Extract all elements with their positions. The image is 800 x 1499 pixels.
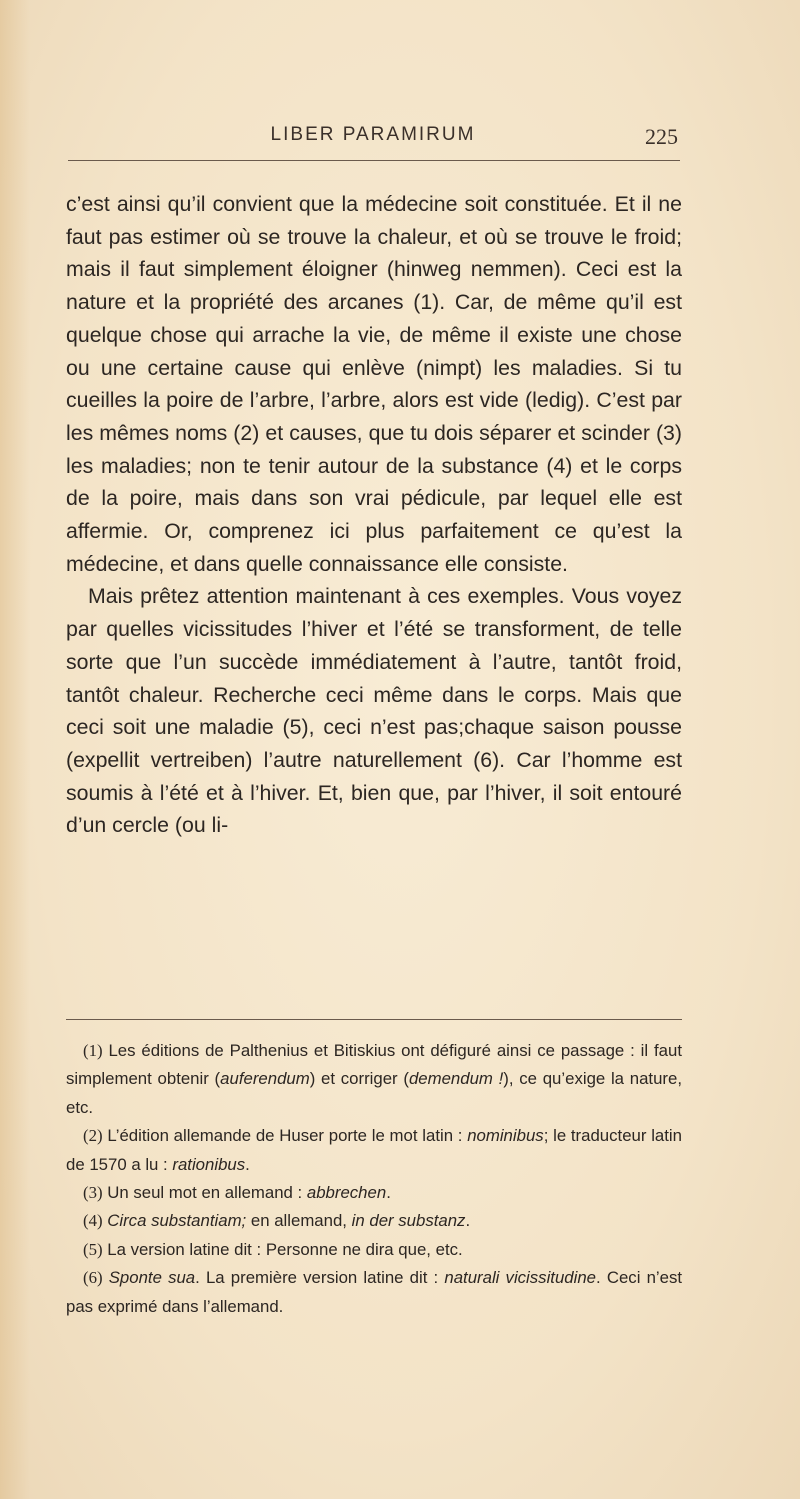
footnote xyxy=(66,1122,682,1179)
footnote xyxy=(66,1037,682,1122)
footnote-text: Les éditions de Palthenius et Bitiskius ont défiguré ainsi ce passage : il faut simplement obtenir ( xyxy=(66,1041,682,1089)
footnote-italic-text: demendum ! xyxy=(408,1069,504,1089)
paragraph: Mais prêtez attention maintenant à ces exemples. Vous voyez par quelles vicissitudes l’hiver et l’été se transforment, de telle sorte que l’un succède immédiatement à l’autre, tantôt froid, tantôt chaleur. Recherche ceci même dans le corps. Mais que ceci soit une maladie (5), ceci n’est pas;chaque saison pousse (expellit vertreiben) l’autre naturellement (6). Car l’homme est soumis à l’été et à l’hiver. Et, bien que, par l’hiver, il soit entouré d’un cercle (ou li- xyxy=(66,584,682,838)
footnote-number: (5) xyxy=(83,1239,103,1259)
footnote-text: ) et corriger ( xyxy=(309,1069,409,1089)
footnote-text: en allemand, xyxy=(246,1211,352,1231)
running-title: LIBER PARAMIRUM xyxy=(270,124,476,145)
header-rule xyxy=(68,160,680,161)
footnote-number: (4) xyxy=(83,1211,103,1231)
footnote-text: . La première version latine dit : xyxy=(195,1268,445,1288)
footnote-italic-text: rationibus xyxy=(172,1154,246,1174)
footnote-text: . xyxy=(245,1154,250,1174)
footnote-text: . xyxy=(465,1211,471,1231)
footnote-italic-text: auferendum xyxy=(220,1069,310,1089)
page-number: 225 xyxy=(645,124,678,149)
page-edge-shading xyxy=(0,0,30,1499)
footnote xyxy=(66,1207,682,1235)
footnote-text: La version latine dit : Personne ne dira que, etc. xyxy=(107,1239,463,1259)
footnote-number: (2) xyxy=(83,1126,103,1146)
footnote xyxy=(66,1264,682,1321)
footnote-number: (6) xyxy=(83,1268,103,1288)
footnote xyxy=(66,1179,682,1207)
main-text xyxy=(66,188,682,842)
footnote-italic-text: Sponte sua xyxy=(108,1268,196,1288)
footnote-text: ), ce qu’exige la nature, etc. xyxy=(66,1069,682,1117)
footnote-number: (1) xyxy=(83,1041,103,1060)
footnote-text: L’édition allemande de Huser porte le mot latin : xyxy=(107,1126,468,1146)
paragraph: c’est ainsi qu’il convient que la médecine soit constituée. Et il ne faut pas estimer où se trouve la chaleur, et où se trouve le froid; mais il faut simplement éloigner (hinweg nemmen). Ceci est la nature et la propriété des arcanes (1). Car, de même qu’il est quelque chose qui arrache la vie, de même il existe une chose ou une certaine cause qui enlève (nimpt) les maladies. Si tu cueilles la poire de l’arbre, l’arbre, alors est vide (ledig). C’est par les mêmes noms (2) et causes, que tu dois séparer et scinder (3) les maladies; non te tenir autour de la substance (4) et le corps de la poire, mais dans son vrai pédicule, par lequel elle est affermie. Or, comprenez ici plus parfaitement ce qu’est la médecine, et dans quelle connaissance elle consiste. xyxy=(66,192,682,576)
footnote-text: Un seul mot en allemand : xyxy=(107,1183,307,1203)
footnote xyxy=(66,1236,682,1264)
footnotes xyxy=(66,1037,682,1321)
footnote-italic-text: abbrechen xyxy=(306,1183,387,1203)
footnote-italic-text: Circa substantiam; xyxy=(107,1211,247,1231)
footnote-rule xyxy=(66,1019,682,1020)
footnote-text: . Ceci n’est pas exprimé dans l’allemand. xyxy=(66,1268,683,1316)
footnote-italic-text: nominibus xyxy=(467,1126,544,1146)
footnote-text: ; le traducteur latin de 1570 a lu : xyxy=(66,1126,682,1174)
footnote-number: (3) xyxy=(83,1183,103,1203)
page-header xyxy=(68,124,678,158)
footnote-text: . xyxy=(386,1183,391,1203)
footnote-italic-text: in der substanz xyxy=(351,1211,466,1231)
footnote-italic-text: naturali vicissitudine xyxy=(444,1268,597,1288)
